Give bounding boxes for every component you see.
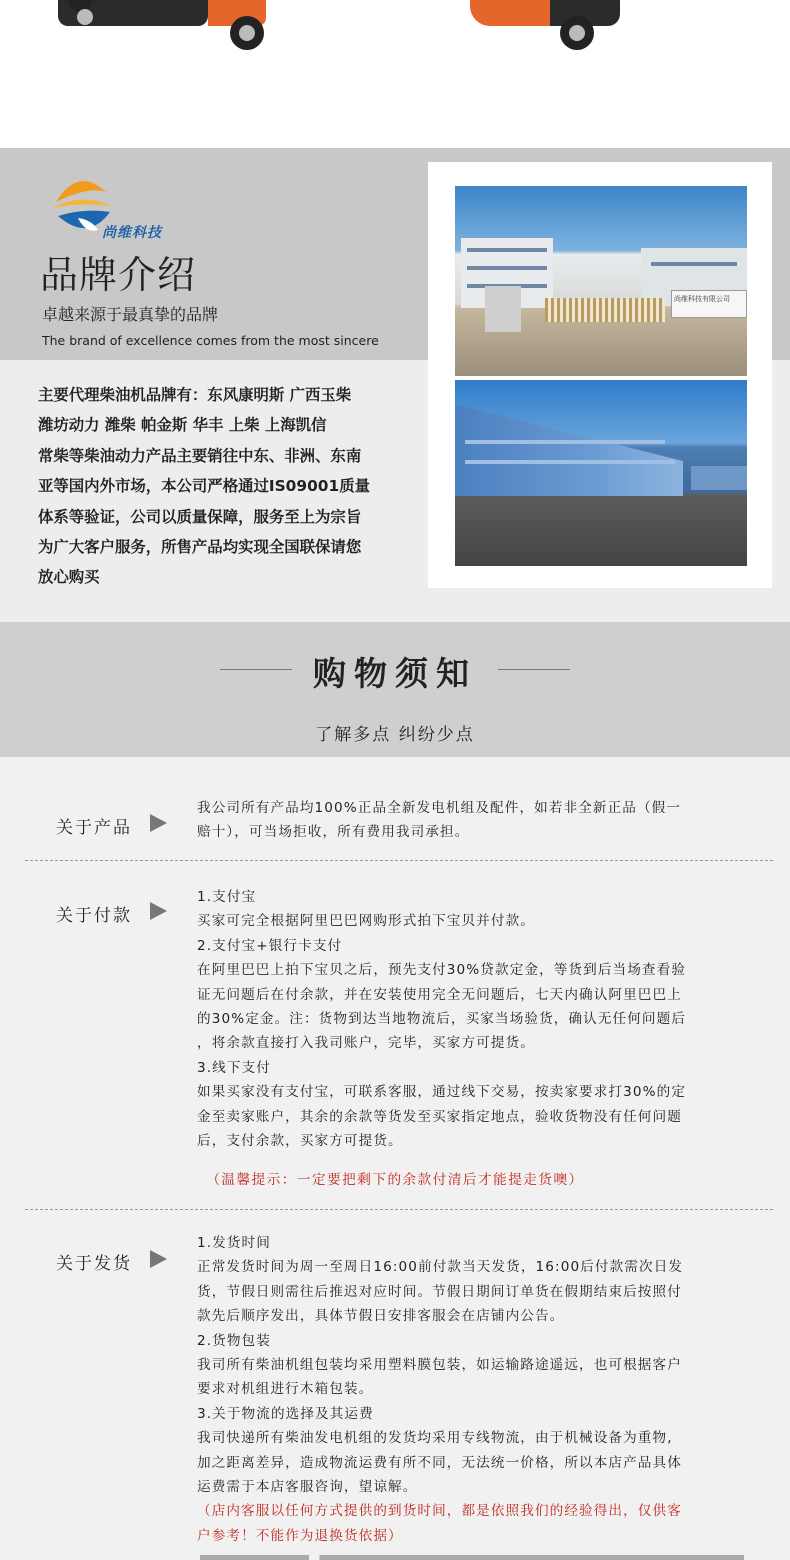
notice-body (0, 757, 790, 1560)
about-product-text (197, 796, 749, 845)
about-payment-label: 关于付款 (56, 906, 132, 926)
company-sign: 尚维科技有限公司 (671, 290, 747, 318)
about-shipping-text (197, 1231, 749, 1548)
text-line: 如果买家没有支付宝，可联系客服，通过线下交易，按卖家要求打30%的定 (197, 1084, 687, 1101)
shipping-disclaimer-line: （店内客服以任何方式提供的到货时间，都是依照我们的经验得出，仅供客 (197, 1503, 682, 1520)
wheel-icon (560, 16, 594, 50)
text-line: 在阿里巴巴上拍下宝贝之后，预先支付30%贷款定金，等货到后当场查看验 (197, 962, 687, 979)
brand-line: 亚等国内外市场，本公司严格通过IS09001质量 (38, 477, 370, 496)
text-line: 1.发货时间 (197, 1235, 271, 1251)
text-line: 款先后顺序发出，具体节假日安排客服会在店铺内公告。 (197, 1308, 565, 1325)
brand-line: 主要代理柴油机品牌有：东风康明斯 广西玉柴 (38, 386, 352, 404)
text-line: 证无问题后在付余款，并在安装使用完全无问题后，七天内确认阿里巴巴上 (197, 986, 682, 1003)
brand-line: 放心购买 (38, 568, 100, 587)
generator-image-right (470, 0, 630, 38)
text-line: 我司快递所有柴油发电机组的发货均采用专线物流，由于机械设备为重物, (197, 1430, 673, 1447)
payment-warning: （温馨提示：一定要把剩下的余款付清后才能提走货噢） (206, 1172, 584, 1188)
text-line: 正常发货时间为周一至周日16:00前付款当天发货，16:00后付款需次日发 (197, 1259, 684, 1276)
divider-line (498, 669, 570, 670)
text-line: 运费需于本店客服咨询，望谅解。 (197, 1479, 418, 1496)
product-image-strip (0, 0, 790, 148)
about-shipping-label: 关于发货 (56, 1254, 132, 1274)
brand-line: 潍坊动力 潍柴 帕金斯 华丰 上柴 上海凯信 (38, 416, 327, 435)
brand-line: 体系等验证，公司以质量保障，服务至上为宗旨 (38, 507, 362, 526)
text-line: 1.支付宝 (197, 889, 257, 905)
wheel-icon (230, 16, 264, 50)
brand-subtitle-en: The brand of excellence comes from the most sincere (42, 333, 379, 348)
brand-section (0, 148, 790, 622)
text-line: 后，支付余款，买家方可提货。 (197, 1133, 403, 1150)
dashed-divider (25, 860, 773, 861)
text-line: 货，节假日则需往后推迟对应时间。节假日期间订单货在假期结束后按照付 (197, 1283, 682, 1300)
text-line: 的30%定金。注：货物到达当地物流后，买家当场验货，确认无任何问题后 (197, 1011, 687, 1028)
text-line: 加之距离差异，造成物流运费有所不同，无法统一价格，所以本店产品具体 (197, 1454, 682, 1471)
text-line: ，将余款直接打入我司账户，完毕，买家方可提货。 (197, 1035, 535, 1052)
factory-gate-photo (455, 186, 747, 376)
text-line: 3.线下支付 (197, 1059, 271, 1076)
notice-subtitle: 了解多点 纠纷少点 (315, 725, 475, 745)
text-line: 要求对机组进行木箱包装。 (197, 1381, 374, 1398)
text-line: 我司所有柴油机组包装均采用塑料膜包装，如运输路途遥远，也可根据客户 (197, 1357, 682, 1374)
brand-line: 为广大客户服务，所售产品均实现全国联保请您 (38, 538, 362, 557)
play-arrow-icon (150, 902, 167, 920)
play-arrow-icon (150, 814, 167, 832)
text-line: 3.关于物流的选择及其运费 (197, 1405, 374, 1422)
brand-subtitle: 卓越来源于最真挚的品牌 (42, 305, 219, 324)
brand-description (38, 380, 408, 593)
text-line: 2.支付宝+银行卡支付 (197, 937, 343, 954)
dashed-divider (25, 1209, 773, 1210)
company-photos-frame (428, 162, 772, 588)
logo-text: 尚维科技 (102, 225, 162, 241)
notice-title: 购物须知 (313, 654, 477, 693)
bottom-decoration (200, 1555, 744, 1560)
about-payment-text (197, 885, 749, 1153)
shipping-disclaimer-line: 户参考！不能作为退换货依据） (197, 1527, 403, 1544)
factory-building-photo (455, 380, 747, 566)
text-line: 2.货物包装 (197, 1332, 271, 1349)
about-product-label: 关于产品 (56, 818, 132, 838)
notice-header (0, 622, 790, 757)
text-line: 金至卖家账户，其余的余款等货发至买家指定地点，验收货物没有任何问题 (197, 1108, 682, 1125)
brand-title: 品牌介绍 (40, 253, 197, 297)
generator-image-left (58, 0, 288, 38)
play-arrow-icon (150, 1250, 167, 1268)
brand-line: 常柴等柴油动力产品主要销往中东、非洲、东南 (38, 446, 362, 465)
text-line: 买家可完全根据阿里巴巴网购形式拍下宝贝并付款。 (197, 913, 535, 930)
text-line: 赔十），可当场拒收，所有费用我司承担。 (197, 824, 470, 841)
text-line: 我公司所有产品均100%正品全新发电机组及配件，如若非全新正品（假一 (197, 800, 682, 816)
